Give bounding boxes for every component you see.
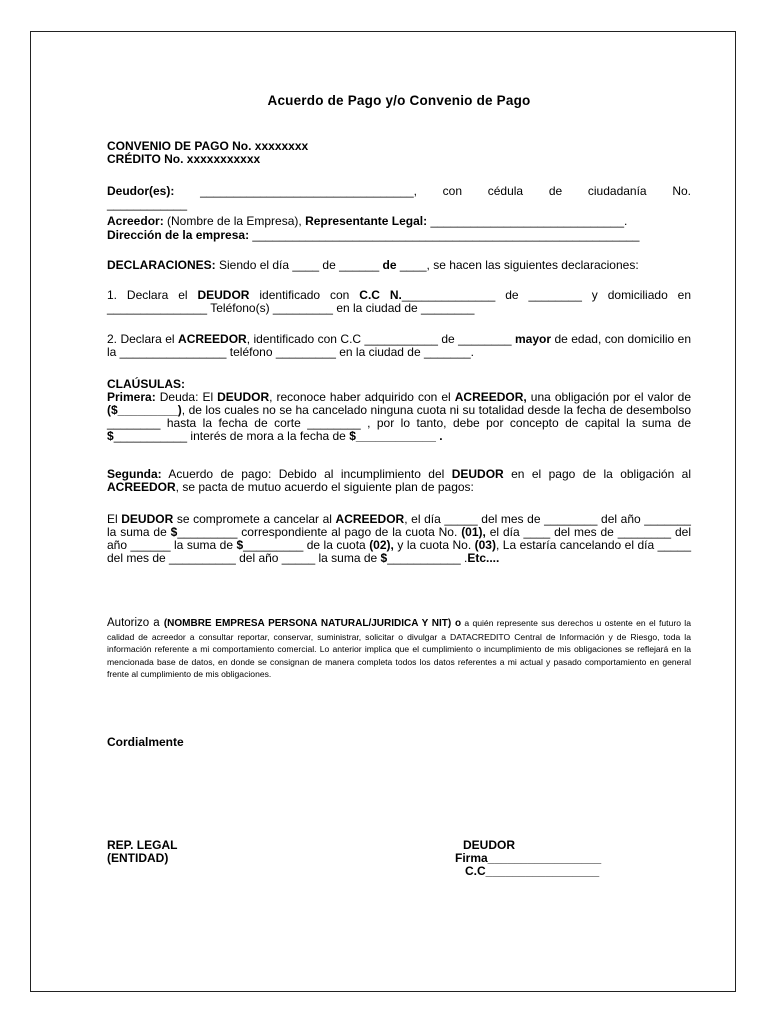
convenio-number: CONVENIO DE PAGO No. xxxxxxxx [107,139,309,153]
cordialmente: Cordialmente [107,735,184,749]
primera-text-b: , reconoce haber adquirido con el [269,390,455,404]
plan-text-c: , el día _____ del mes de ________ del año _______ la suma de [107,512,691,539]
segunda-text-c: , se pacta de mutuo acuerdo el siguiente plan de pagos: [175,480,474,494]
credito-number: CRÉDITO No. xxxxxxxxxxx [107,152,261,166]
plan-dollar-2: $ [236,538,244,552]
primera-valor: ($_________) [107,403,182,417]
direccion-blank: __________________________________________________________ [249,228,640,242]
primera-dollar-2: $ [349,429,356,443]
deudor-text: con cédula de ciudadanía No. [416,184,691,198]
segunda-label: Segunda: [107,467,162,481]
primera-text-f: ____________ . [355,429,443,443]
document-page [30,31,736,992]
plan-text-g: y la cuota No. [393,538,475,552]
clausula-segunda [107,468,691,494]
entidad-label: (ENTIDAD) [107,851,169,865]
acreedor-label: Acreedor: [107,214,164,228]
cc-line: C.C_________________ [465,864,600,878]
autorizo-empresa: (NOMBRE EMPRESA PERSONA NATURAL/JURIDICA Y NIT) o [163,618,462,629]
decl1-deudor: DEUDOR [197,288,250,302]
document-title: Acuerdo de Pago y/o Convenio de Pago [267,93,531,108]
deudor-signature-label: DEUDOR [463,838,516,852]
plan-cuota-03: (03) [474,538,496,552]
plan-acreedor: ACREEDOR [335,512,405,526]
signature-acreedor [107,839,177,865]
plan-etc: Etc.... [467,551,500,565]
convenio-header [107,140,691,166]
decl1-text-a: 1. Declara el [107,288,198,302]
segunda-deudor: DEUDOR [451,467,504,481]
plan-text-f: _________ de la cuota [243,538,370,552]
plan-text-a: El [107,512,122,526]
representante-blank: _____________________________. [427,214,628,228]
direccion-line [107,229,691,242]
declaraciones-text-2: ____, se hacen las siguientes declaraciones: [396,258,639,272]
decl1-text-b: identificado con [249,288,360,302]
segunda-text-b: en el pago de la obligación al [503,467,691,481]
primera-label: Primera: [107,390,156,404]
segunda-acreedor: ACREEDOR [107,480,176,494]
signature-deudor [455,839,601,878]
autorizo-text-a: Autorizo a [107,617,164,629]
rep-legal-label: REP. LEGAL [107,838,178,852]
primera-dollar-1: $ [107,429,114,443]
decl2-acreedor: ACREEDOR [178,332,247,346]
decl2-text-b: , identificado con C.C ___________ de ________ [246,332,515,346]
plan-deudor: DEUDOR [121,512,174,526]
plan-cuota-02: (02), [369,538,394,552]
declaracion-1 [107,289,691,315]
deudor-blank: ________________________________, [200,184,417,198]
direccion-label: Dirección de la empresa: [107,228,250,242]
decl1-cc: C.C N. [359,288,402,302]
decl2-text-a: 2. Declara el [107,332,179,346]
plan-cuota-01: (01), [461,525,486,539]
primera-text-e: ___________ interés de mora a la fecha de [113,429,350,443]
primera-text-a: Deuda: El [155,390,218,404]
acreedor-text: (Nombre de la Empresa), [163,214,306,228]
declaraciones-de: de [382,258,397,272]
declaraciones-label: DECLARACIONES: [107,258,216,272]
autorizo-text [107,617,691,681]
deudor-line [107,185,691,198]
plan-text-b: se compromete a cancelar al [173,512,336,526]
clausula-primera [107,391,691,443]
clausulas-heading: CLAÚSULAS: [107,377,185,391]
primera-text-d: , de los cuales no se ha cancelado ninguna cuota ni su totalidad desde la fecha de desembolso ________ hasta la fecha de corte ________ , por lo tanto, debe por concepto de capital la suma de [107,403,691,430]
plan-text-e: el día ____ del mes de ________ del año ______ la suma de [107,525,691,552]
plan-text-h: , La estaría cancelando el día _____ del mes de __________ del año _____ la suma de [107,538,691,565]
decl2-text-c: de edad, con domicilio en la ________________ teléfono _________ en la ciudad de _______. [107,332,691,359]
plan-dollar-1: $ [170,525,178,539]
deudor-line-2: ____________ [107,197,188,211]
plan-text-i: ___________ . [387,551,468,565]
primera-acreedor: ACREEDOR, [454,390,527,404]
decl1-text-c: ______________ de ________ y domiciliado en _______________ Teléfono(s) _________ en la ciudad de ________ [107,288,692,315]
firma-line: Firma_________________ [455,851,602,865]
primera-deudor: DEUDOR [217,390,270,404]
deudor-label: Deudor(es): [107,184,175,198]
acreedor-line [107,215,691,228]
primera-text-c: una obligación por el valor de [526,390,692,404]
declaraciones-intro [107,259,691,272]
decl2-mayor: mayor [515,332,552,346]
autorizo-text-b: a quién represente sus derechos u ostente en el futuro la calidad de acreedor a consultar reportar, conservar, suministrar, solicitar o divulgar a DATACREDITO Central de Información y de Riesgo, toda la información referente a mi comportamiento comercial. Lo anterior implica que el cumplimiento o incumplimiento de mis obligaciones se reflejará en la mencionada base de datos, en donde se consignan de manera completa todos los datos referentes a mi actual y pasado comportamiento en general frente al cumplimiento de mis obligaciones. [107,618,691,679]
segunda-text-a: Acuerdo de pago: Debido al incumplimiento del [161,467,452,481]
plan-text-d: _________ correspondiente al pago de la cuota No. [177,525,462,539]
plan-dollar-3: $ [380,551,388,565]
declaracion-2 [107,333,691,359]
representante-label: Representante Legal: [305,214,428,228]
declaraciones-text-1: Siendo el día ____ de ______ [215,258,383,272]
autorizo-clause [107,617,691,681]
plan-de-pagos [107,513,691,565]
